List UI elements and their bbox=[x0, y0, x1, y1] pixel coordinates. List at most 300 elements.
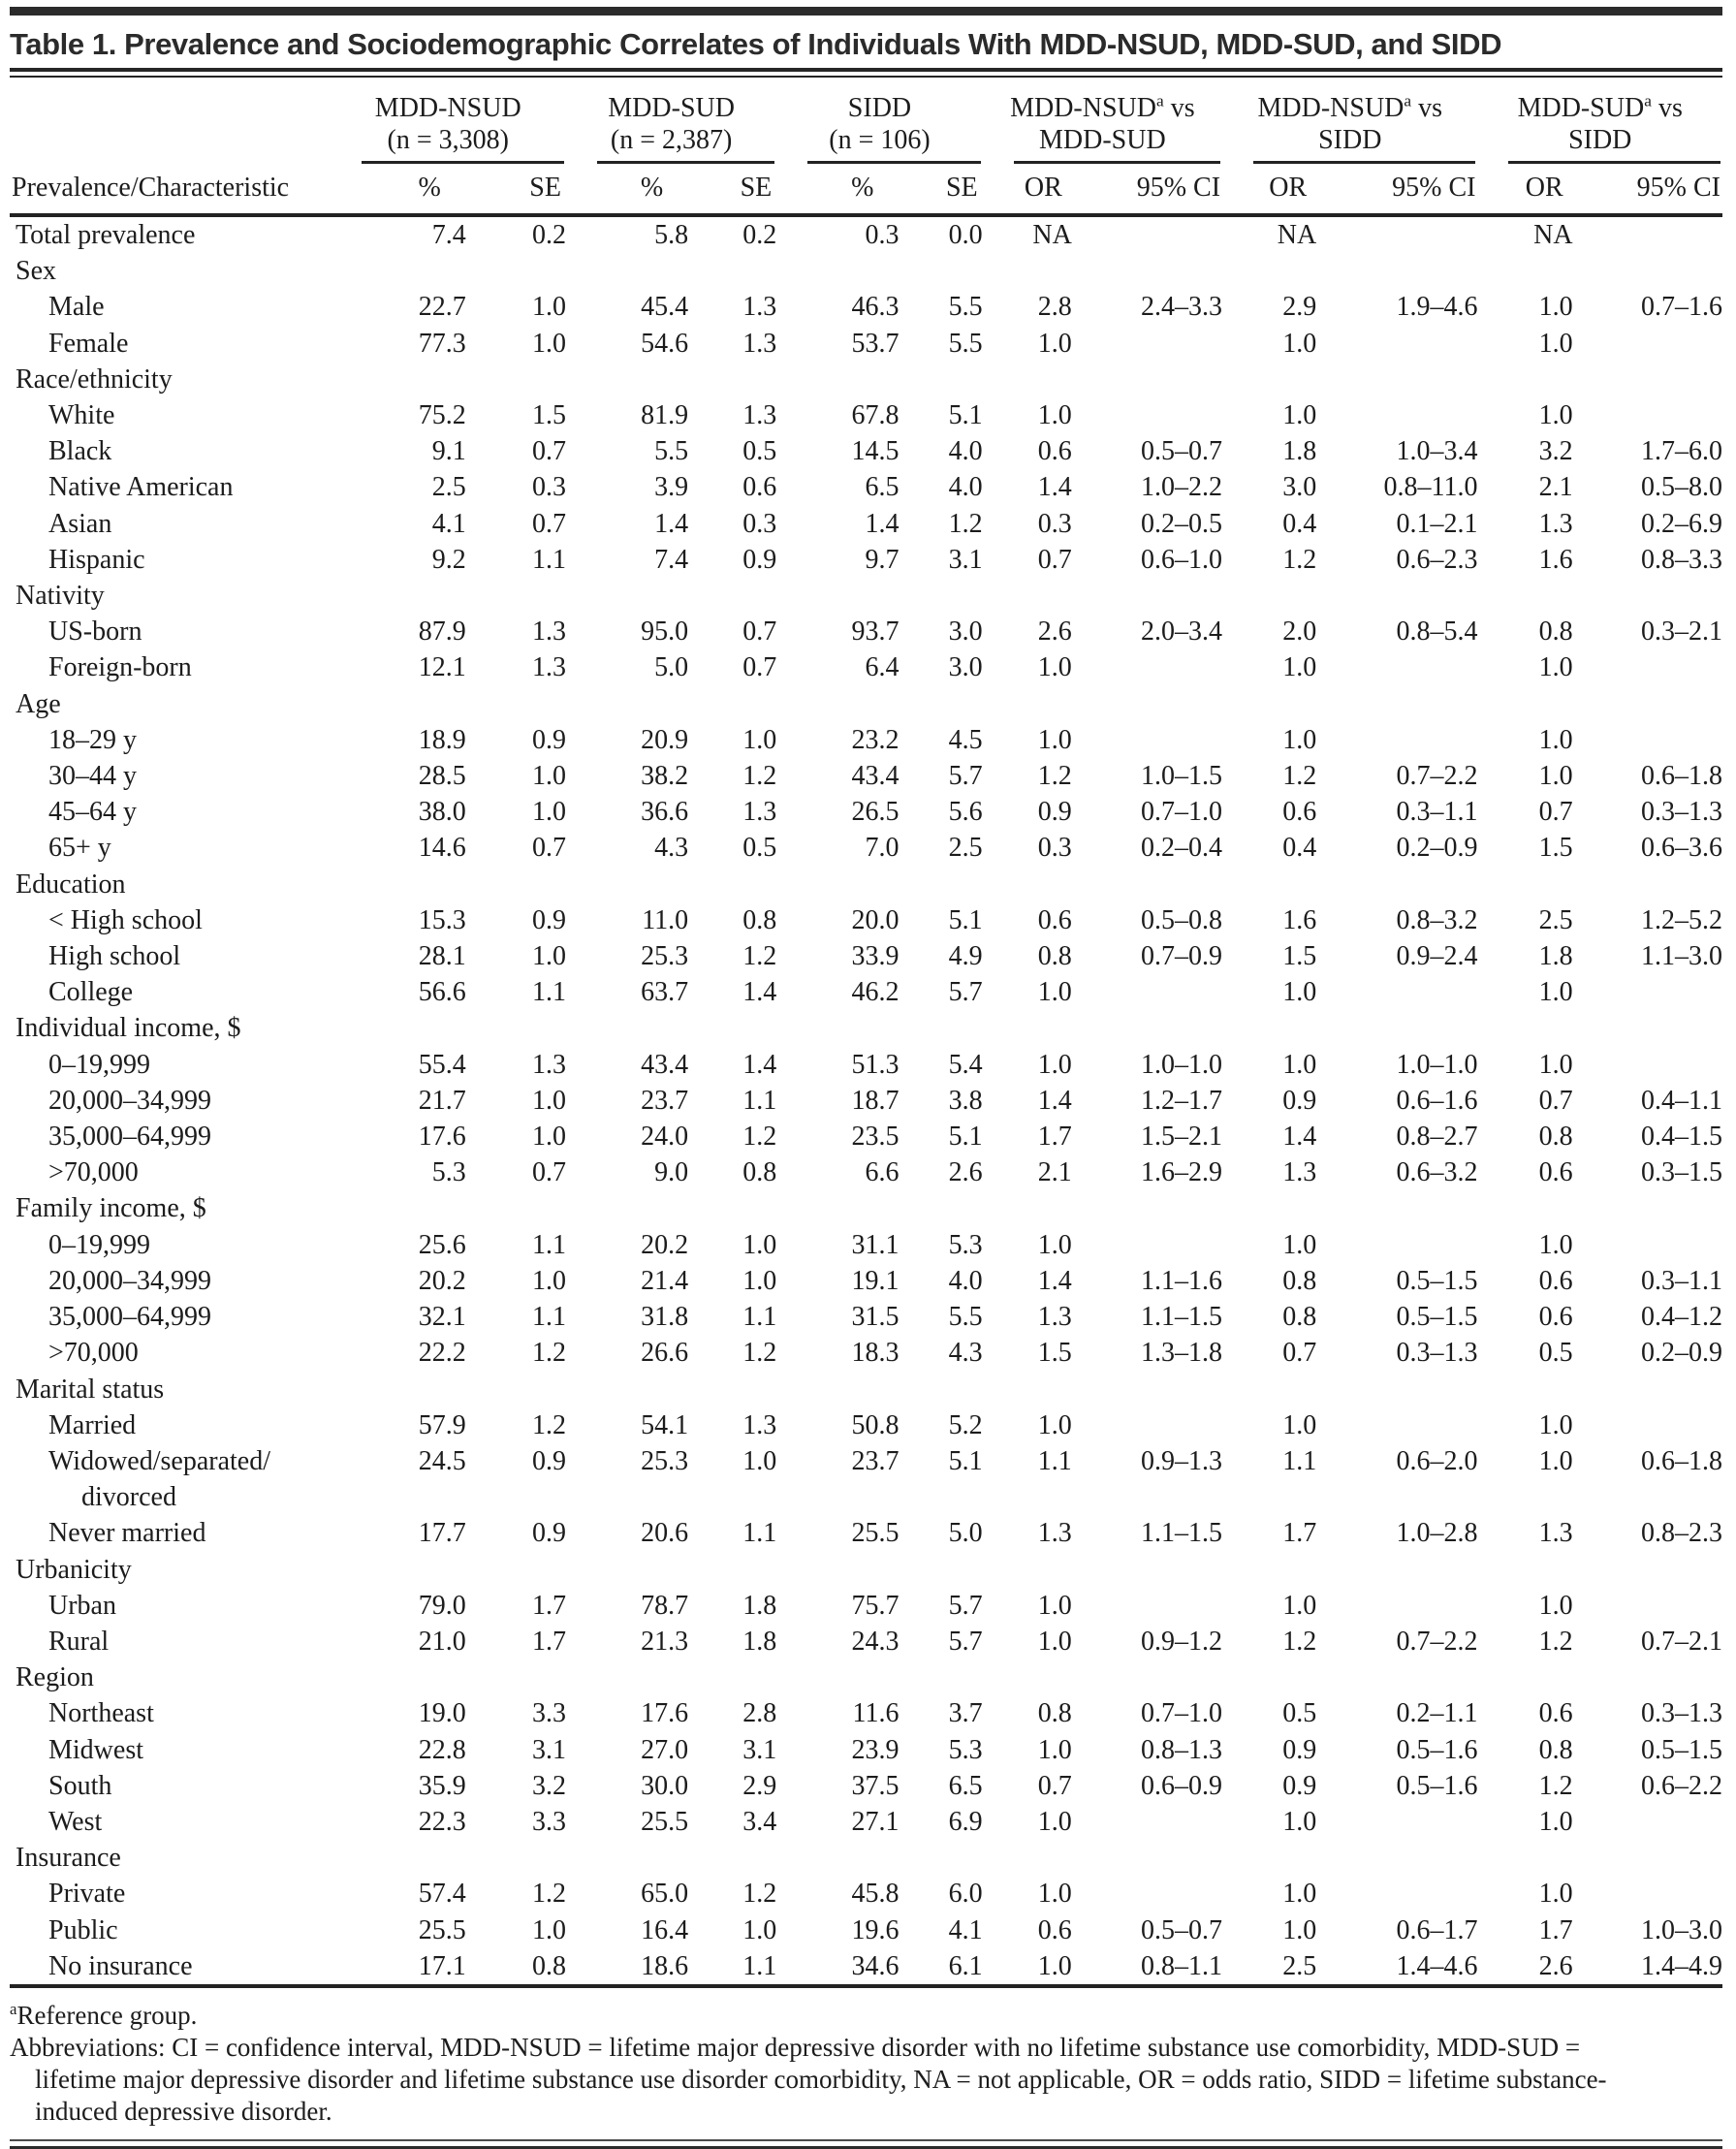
cell: 37.5 bbox=[851, 1770, 900, 1801]
cell: 0.7–1.0 bbox=[1141, 797, 1223, 828]
row-label: 35,000–64,999 bbox=[48, 1302, 211, 1333]
cell: 1.0 bbox=[742, 1265, 777, 1296]
cell: 3.1 bbox=[531, 1734, 566, 1765]
cell: 1.1 bbox=[531, 544, 566, 575]
cell: 1.8 bbox=[742, 1626, 777, 1657]
cell: 1.7–6.0 bbox=[1641, 436, 1722, 467]
cell: 0.5–1.6 bbox=[1396, 1734, 1478, 1765]
cell: 1.0 bbox=[1538, 761, 1573, 792]
cell: 0.3 bbox=[1037, 508, 1072, 539]
section-label: Family income, $ bbox=[16, 1193, 206, 1224]
cell: 1.0 bbox=[742, 724, 777, 755]
cell: 20.0 bbox=[851, 904, 900, 935]
section-row bbox=[10, 1190, 1722, 1226]
cell: 0.9 bbox=[531, 724, 566, 755]
cell: 1.3 bbox=[1538, 508, 1573, 539]
cell: 19.0 bbox=[418, 1698, 466, 1729]
cell: 4.0 bbox=[948, 472, 983, 503]
cell: 1.0 bbox=[531, 941, 566, 972]
cell: 1.2 bbox=[1282, 761, 1317, 792]
row-label: 0–19,999 bbox=[48, 1229, 150, 1260]
cell: 0.6–1.8 bbox=[1641, 1445, 1722, 1476]
cell bbox=[1316, 1407, 1477, 1443]
cell: 3.0 bbox=[1282, 472, 1317, 503]
group-subtitle: (n = 2,387) bbox=[610, 125, 733, 155]
row-label: Married bbox=[48, 1409, 137, 1440]
cell: 1.0 bbox=[1282, 328, 1317, 359]
cell: 24.0 bbox=[641, 1122, 689, 1153]
cell: 2.6 bbox=[1538, 1950, 1573, 1981]
cell: 18.3 bbox=[851, 1338, 900, 1369]
row-label: White bbox=[48, 400, 115, 431]
footnote-reference-text: Reference group. bbox=[16, 2000, 198, 2030]
cell: 17.1 bbox=[418, 1950, 466, 1981]
cell: 1.0–3.0 bbox=[1641, 1914, 1722, 1945]
cell: 0.8–2.3 bbox=[1641, 1518, 1722, 1549]
table-row bbox=[10, 902, 1722, 938]
row-label: College bbox=[48, 977, 134, 1008]
cell: 5.0 bbox=[654, 652, 689, 683]
cell: 0.9–2.4 bbox=[1396, 941, 1478, 972]
cell: 0.4–1.2 bbox=[1641, 1302, 1722, 1333]
cell: 1.1–1.5 bbox=[1141, 1518, 1223, 1549]
cell bbox=[1573, 1227, 1722, 1263]
cell: 1.0 bbox=[1282, 652, 1317, 683]
cell: 5.1 bbox=[948, 904, 983, 935]
cell: 0.1–2.1 bbox=[1396, 508, 1478, 539]
cell: 4.5 bbox=[948, 724, 983, 755]
cell: 75.2 bbox=[418, 400, 466, 431]
cell: 2.4–3.3 bbox=[1141, 292, 1223, 323]
cell bbox=[1316, 722, 1477, 758]
cell bbox=[1573, 1407, 1722, 1443]
cell: 1.0 bbox=[1282, 400, 1317, 431]
cell: 38.2 bbox=[641, 761, 689, 792]
row-label: Female bbox=[48, 328, 129, 359]
cell: 0.7–1.6 bbox=[1641, 292, 1722, 323]
group-header-3 bbox=[776, 92, 982, 164]
cell: 1.4 bbox=[1282, 1122, 1317, 1153]
table-row bbox=[10, 469, 1722, 505]
row-label: < High school bbox=[48, 904, 203, 935]
row-label: West bbox=[48, 1806, 103, 1837]
cell: 1.0 bbox=[1282, 1590, 1317, 1621]
row-label-line2: divorced bbox=[81, 1482, 176, 1513]
cell: 0.7 bbox=[531, 833, 566, 864]
cell: 4.3 bbox=[948, 1338, 983, 1369]
cell: 0.2–0.9 bbox=[1641, 1338, 1722, 1369]
cell: 0.6–2.2 bbox=[1641, 1770, 1722, 1801]
row-label: Male bbox=[48, 292, 105, 323]
table-row bbox=[10, 397, 1722, 433]
group-name: MDD-NSUD bbox=[374, 93, 521, 123]
cell: 2.0–3.4 bbox=[1141, 616, 1223, 648]
cell: 0.6 bbox=[1282, 797, 1317, 828]
cell: 51.3 bbox=[851, 1049, 900, 1080]
cell: 1.0 bbox=[1037, 1734, 1072, 1765]
cell: 1.0 bbox=[1538, 1445, 1573, 1476]
cell: 1.0 bbox=[531, 292, 566, 323]
section-label: Education bbox=[16, 869, 126, 900]
cell: 1.4 bbox=[1037, 472, 1072, 503]
cell: 11.0 bbox=[642, 904, 689, 935]
cell: 1.0 bbox=[1282, 724, 1317, 755]
cell bbox=[1316, 215, 1477, 253]
cell: 24.5 bbox=[418, 1445, 466, 1476]
cell: 31.8 bbox=[641, 1302, 689, 1333]
cell: 0.3–1.1 bbox=[1396, 797, 1478, 828]
cell: 0.4–1.1 bbox=[1641, 1085, 1722, 1116]
cell: 79.0 bbox=[418, 1590, 466, 1621]
cell: 0.8 bbox=[1282, 1265, 1317, 1296]
cell bbox=[1072, 649, 1222, 685]
table-row bbox=[10, 722, 1722, 758]
cell: 2.9 bbox=[742, 1770, 777, 1801]
cell bbox=[1573, 397, 1722, 433]
table-row bbox=[10, 1515, 1722, 1551]
cell bbox=[1072, 722, 1222, 758]
cell: 0.7–2.2 bbox=[1396, 1626, 1478, 1657]
cell: 1.0 bbox=[1037, 1626, 1072, 1657]
section-label: Race/ethnicity bbox=[16, 363, 173, 395]
group-subtitle: MDD-SUD bbox=[1039, 125, 1166, 155]
cell: 63.7 bbox=[641, 977, 689, 1008]
cell: 5.5 bbox=[654, 436, 689, 467]
cell: 43.4 bbox=[851, 761, 900, 792]
cell: 1.2 bbox=[948, 508, 983, 539]
cell: 9.2 bbox=[431, 544, 466, 575]
section-row bbox=[10, 1659, 1722, 1695]
table-row bbox=[10, 1119, 1722, 1154]
cell: 23.7 bbox=[851, 1445, 900, 1476]
cell: 31.5 bbox=[851, 1302, 900, 1333]
cell: 1.0–1.0 bbox=[1396, 1049, 1478, 1080]
cell: 0.7 bbox=[531, 1157, 566, 1188]
cell: 43.4 bbox=[641, 1049, 689, 1080]
row-label: Native American bbox=[48, 472, 234, 503]
cell bbox=[1316, 649, 1477, 685]
cell: 1.4 bbox=[654, 508, 689, 539]
cell: 6.4 bbox=[865, 652, 900, 683]
cell: NA bbox=[1032, 220, 1072, 250]
cell: 0.5 bbox=[742, 436, 777, 467]
cell: 77.3 bbox=[418, 328, 466, 359]
cell bbox=[1072, 326, 1222, 362]
cell: 5.1 bbox=[948, 400, 983, 431]
cell: 0.6 bbox=[1538, 1302, 1573, 1333]
section-label: Sex bbox=[16, 256, 56, 287]
cell bbox=[1316, 397, 1477, 433]
row-label: South bbox=[48, 1770, 112, 1801]
cell: 1.0 bbox=[1538, 652, 1573, 683]
cell: 23.7 bbox=[641, 1085, 689, 1116]
cell: 23.9 bbox=[851, 1734, 900, 1765]
row-label: Private bbox=[48, 1879, 126, 1910]
cell: 1.0 bbox=[531, 328, 566, 359]
table-row bbox=[10, 614, 1722, 649]
cell: 4.1 bbox=[431, 508, 466, 539]
cell: 23.2 bbox=[851, 724, 900, 755]
cell: 3.9 bbox=[654, 472, 689, 503]
cell: 0.7 bbox=[742, 652, 777, 683]
cell: 0.7–2.2 bbox=[1396, 761, 1478, 792]
cell: 1.5 bbox=[1037, 1338, 1072, 1369]
cell bbox=[1072, 1804, 1222, 1840]
cell: 0.9 bbox=[531, 904, 566, 935]
cell: 54.6 bbox=[641, 328, 689, 359]
cell: 1.1 bbox=[742, 1085, 777, 1116]
cell: 0.8 bbox=[1037, 941, 1072, 972]
table-row bbox=[10, 1083, 1722, 1119]
bottom-double-rule bbox=[10, 2139, 1722, 2149]
cell: 6.0 bbox=[948, 1879, 983, 1910]
cell: 0.8–3.2 bbox=[1396, 904, 1478, 935]
cell: 1.1–3.0 bbox=[1641, 941, 1722, 972]
cell: 20.6 bbox=[641, 1518, 689, 1549]
cell: 1.0–1.5 bbox=[1141, 761, 1223, 792]
cell: 45.8 bbox=[851, 1879, 900, 1910]
cell: 0.9 bbox=[1282, 1734, 1317, 1765]
table-row bbox=[10, 1948, 1722, 1986]
cell: 18.9 bbox=[418, 724, 466, 755]
title-double-rule bbox=[10, 68, 1722, 78]
cell: 3.8 bbox=[948, 1085, 983, 1116]
cell: 0.3–2.1 bbox=[1641, 616, 1722, 648]
section-label: Age bbox=[16, 688, 61, 719]
cell: 0.5–0.7 bbox=[1141, 436, 1223, 467]
cell: 0.3–1.5 bbox=[1641, 1157, 1722, 1188]
cell: 7.4 bbox=[654, 544, 689, 575]
row-label: High school bbox=[48, 941, 181, 972]
cell: 1.2 bbox=[1037, 761, 1072, 792]
cell: 2.5 bbox=[431, 472, 466, 503]
group-reference-superscript: a bbox=[1404, 91, 1412, 111]
cell: 45.4 bbox=[641, 292, 689, 323]
cell: 19.6 bbox=[851, 1914, 900, 1945]
cell: 1.1 bbox=[742, 1302, 777, 1333]
cell: 1.0 bbox=[1037, 1229, 1072, 1260]
cell: 1.5 bbox=[1282, 941, 1317, 972]
cell: 1.0 bbox=[1037, 724, 1072, 755]
section-label: Nativity bbox=[16, 581, 105, 612]
cell: 1.2 bbox=[531, 1879, 566, 1910]
cell: 1.7 bbox=[1282, 1518, 1317, 1549]
cell: 57.9 bbox=[418, 1409, 466, 1440]
cell: 22.2 bbox=[418, 1338, 466, 1369]
row-label: No insurance bbox=[48, 1950, 193, 1981]
cell: 2.8 bbox=[742, 1698, 777, 1729]
cell: 2.5 bbox=[1282, 1950, 1317, 1981]
cell: 22.8 bbox=[418, 1734, 466, 1765]
cell: 0.6–2.3 bbox=[1396, 544, 1478, 575]
cell: 0.9–1.2 bbox=[1141, 1626, 1223, 1657]
cell bbox=[1072, 1876, 1222, 1912]
row-label: Public bbox=[48, 1914, 118, 1945]
cell: 53.7 bbox=[851, 328, 900, 359]
cell: 1.2 bbox=[742, 1338, 777, 1369]
cell: 0.4 bbox=[1282, 508, 1317, 539]
cell: 5.1 bbox=[948, 1445, 983, 1476]
cell: 0.8–1.1 bbox=[1141, 1950, 1223, 1981]
cell: 28.1 bbox=[418, 941, 466, 972]
row-label: Never married bbox=[48, 1518, 206, 1549]
group-reference-superscript: a bbox=[1155, 91, 1164, 111]
cell: 1.0 bbox=[1538, 977, 1573, 1008]
cell: 0.7 bbox=[1538, 797, 1573, 828]
cell: 3.1 bbox=[948, 544, 983, 575]
table-header bbox=[10, 92, 1722, 215]
group-name: MDD-SUD bbox=[608, 93, 735, 123]
cell: 1.3 bbox=[742, 400, 777, 431]
cell: 57.4 bbox=[418, 1879, 466, 1910]
cell: 0.7–1.0 bbox=[1141, 1698, 1223, 1729]
cell: 1.0 bbox=[1538, 1409, 1573, 1440]
cell: 0.2–0.9 bbox=[1396, 833, 1478, 864]
cell: 5.3 bbox=[948, 1229, 983, 1260]
cell: 5.8 bbox=[654, 220, 689, 250]
cell: 32.1 bbox=[418, 1302, 466, 1333]
cell: 36.6 bbox=[641, 797, 689, 828]
cell: 0.2–0.4 bbox=[1141, 833, 1223, 864]
cell: 2.1 bbox=[1037, 1157, 1072, 1188]
cell: 1.0 bbox=[1037, 1049, 1072, 1080]
cell: 16.4 bbox=[641, 1914, 689, 1945]
cell: 2.6 bbox=[948, 1157, 983, 1188]
cell: 1.3 bbox=[742, 797, 777, 828]
row-label: US-born bbox=[48, 616, 142, 648]
cell: 46.3 bbox=[851, 292, 900, 323]
cell: 0.8 bbox=[742, 904, 777, 935]
column-header--: % bbox=[331, 164, 466, 215]
cell: 1.1 bbox=[531, 1302, 566, 1333]
cell: 0.9 bbox=[1037, 797, 1072, 828]
table-row bbox=[10, 1263, 1722, 1299]
cell: 1.1 bbox=[1282, 1445, 1317, 1476]
section-label: Region bbox=[16, 1662, 94, 1693]
cell: 54.1 bbox=[641, 1409, 689, 1440]
group-header-5 bbox=[1222, 92, 1477, 164]
cell: 1.1 bbox=[742, 1518, 777, 1549]
cell: 0.5–1.5 bbox=[1396, 1265, 1478, 1296]
cell bbox=[1316, 326, 1477, 362]
cell: 0.6–0.9 bbox=[1141, 1770, 1223, 1801]
row-label-line1: Widowed/separated/ bbox=[48, 1445, 271, 1476]
cell: 5.6 bbox=[948, 797, 983, 828]
cell: 0.6–1.8 bbox=[1641, 761, 1722, 792]
row-label: 0–19,999 bbox=[48, 1049, 150, 1080]
cell: 1.0 bbox=[531, 1122, 566, 1153]
table-row bbox=[10, 506, 1722, 542]
row-label: Midwest bbox=[48, 1734, 143, 1765]
row-label: 30–44 y bbox=[48, 761, 137, 792]
cell: 0.9 bbox=[1282, 1085, 1317, 1116]
cell: 1.0 bbox=[1037, 1590, 1072, 1621]
section-row bbox=[10, 867, 1722, 902]
cell: 5.5 bbox=[948, 292, 983, 323]
column-header-se: SE bbox=[688, 164, 776, 215]
cell: 25.5 bbox=[418, 1914, 466, 1945]
cell bbox=[1573, 215, 1722, 253]
section-label: Urbanicity bbox=[16, 1554, 132, 1585]
cell: 26.5 bbox=[851, 797, 900, 828]
cell: 1.3 bbox=[531, 652, 566, 683]
cell: 1.5 bbox=[531, 400, 566, 431]
table-row bbox=[10, 830, 1722, 866]
cell: 55.4 bbox=[418, 1049, 466, 1080]
cell: 0.8 bbox=[1037, 1698, 1072, 1729]
row-label: 65+ y bbox=[48, 833, 111, 864]
cell: 0.7 bbox=[531, 508, 566, 539]
cell: 1.0 bbox=[1538, 1049, 1573, 1080]
cell: 1.0 bbox=[531, 1085, 566, 1116]
cell: 3.4 bbox=[742, 1806, 777, 1837]
table-row bbox=[10, 649, 1722, 685]
cell: 2.0 bbox=[1282, 616, 1317, 648]
cell: 9.1 bbox=[431, 436, 466, 467]
cell: 0.6–3.6 bbox=[1641, 833, 1722, 864]
row-label: 45–64 y bbox=[48, 797, 137, 828]
cell: 1.0 bbox=[1282, 1229, 1317, 1260]
cell: 25.3 bbox=[641, 941, 689, 972]
cell: 1.0 bbox=[1037, 1409, 1072, 1440]
cell bbox=[1072, 215, 1222, 253]
group-name: SIDD bbox=[847, 93, 912, 123]
cell: 12.1 bbox=[418, 652, 466, 683]
cell: 5.0 bbox=[948, 1518, 983, 1549]
table-row bbox=[10, 758, 1722, 794]
table-row bbox=[10, 794, 1722, 830]
cell: NA bbox=[1533, 220, 1573, 250]
cell: 2.5 bbox=[948, 833, 983, 864]
section-row bbox=[10, 1840, 1722, 1876]
cell: 14.6 bbox=[418, 833, 466, 864]
cell: 0.8 bbox=[1538, 1734, 1573, 1765]
table-row bbox=[10, 215, 1722, 253]
cell: 0.9 bbox=[742, 544, 777, 575]
cell: 1.1–1.6 bbox=[1141, 1265, 1223, 1296]
cell: 25.5 bbox=[641, 1806, 689, 1837]
group-header-row bbox=[10, 92, 1722, 164]
cell: 0.8–1.3 bbox=[1141, 1734, 1223, 1765]
cell: 2.6 bbox=[1037, 616, 1072, 648]
cell: 5.7 bbox=[948, 977, 983, 1008]
cell: 3.2 bbox=[1538, 436, 1573, 467]
cell: 6.6 bbox=[865, 1157, 900, 1188]
cell bbox=[1573, 722, 1722, 758]
cell: 0.5–1.5 bbox=[1396, 1302, 1478, 1333]
cell: 3.7 bbox=[948, 1698, 983, 1729]
cell: 5.7 bbox=[948, 1590, 983, 1621]
cell: 9.0 bbox=[654, 1157, 689, 1188]
cell: 67.8 bbox=[851, 400, 900, 431]
cell: 4.0 bbox=[948, 1265, 983, 1296]
cell: 0.5 bbox=[742, 833, 777, 864]
cell: 1.4 bbox=[1037, 1085, 1072, 1116]
cell: 1.0 bbox=[1282, 977, 1317, 1008]
cell: 0.2–0.5 bbox=[1141, 508, 1223, 539]
cell: 0.3–1.3 bbox=[1641, 797, 1722, 828]
cell: 18.6 bbox=[641, 1950, 689, 1981]
cell: 1.2 bbox=[742, 941, 777, 972]
cell bbox=[1573, 326, 1722, 362]
section-row bbox=[10, 1010, 1722, 1046]
cell: 0.3 bbox=[742, 508, 777, 539]
cell: 75.7 bbox=[851, 1590, 900, 1621]
cell: 21.0 bbox=[418, 1626, 466, 1657]
cell: 27.1 bbox=[851, 1806, 900, 1837]
cell: 93.7 bbox=[851, 616, 900, 648]
cell: 21.4 bbox=[641, 1265, 689, 1296]
